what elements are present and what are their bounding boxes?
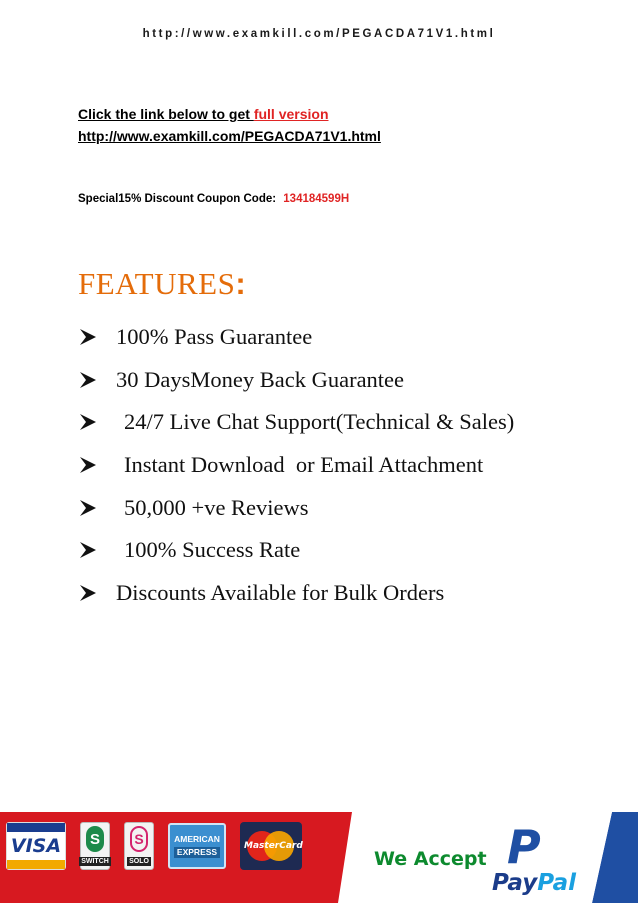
feature-item (78, 444, 514, 487)
coupon-label: Special15% Discount Coupon Code: (78, 193, 277, 205)
feature-item (78, 401, 514, 444)
amex-bottom-text: EXPRESS (174, 847, 220, 858)
promo-link-line (78, 125, 381, 147)
feature-text: 30 DaysMoney Back Guarantee (116, 366, 405, 392)
amex-top-text: AMERICAN (174, 834, 220, 844)
promo-line (78, 103, 381, 125)
amex-logo (168, 823, 226, 869)
feature-text: 100% Success Rate (124, 537, 301, 563)
feature-item (78, 316, 514, 359)
features-heading: FEATURES (78, 266, 236, 301)
feature-item (78, 529, 514, 572)
arrow-bullet-icon (78, 327, 98, 347)
feature-text: 50,000 +ve Reviews (124, 494, 309, 520)
solo-s-icon: S (130, 826, 148, 852)
arrow-bullet-icon (78, 498, 98, 518)
header-url: http://www.examkill.com/PEGACDA71V1.html (142, 28, 496, 40)
arrow-bullet-icon (78, 412, 98, 432)
visa-text: VISA (10, 835, 62, 857)
promo-text: Click the link below to get (78, 106, 254, 122)
features-list (78, 316, 514, 614)
paypal-logo (492, 870, 576, 896)
switch-logo (80, 822, 110, 870)
coupon-line (78, 193, 349, 205)
switch-text: SWITCH (81, 858, 109, 865)
we-accept-text: We Accept (374, 848, 487, 870)
solo-text: SOLO (129, 858, 149, 865)
feature-item (78, 359, 514, 402)
feature-item (78, 572, 514, 615)
coupon-code: 134184599H (283, 193, 350, 205)
features-title (78, 266, 246, 302)
paypal-pay: Pay (492, 870, 538, 896)
feature-text: 24/7 Live Chat Support(Technical & Sales) (124, 409, 515, 435)
visa-logo (6, 822, 66, 870)
arrow-bullet-icon (78, 540, 98, 560)
arrow-bullet-icon (78, 370, 98, 390)
features-colon: : (235, 266, 247, 301)
feature-text: Discounts Available for Bulk Orders (116, 579, 445, 605)
paypal-p-icon: P (507, 820, 541, 874)
download-link[interactable]: http://www.examkill.com/PEGACDA71V1.html (78, 128, 381, 144)
feature-text: Instant Download or Email Attachment (124, 452, 484, 478)
switch-s-icon: S (86, 826, 104, 852)
mastercard-text: MasterCard (244, 841, 303, 851)
mastercard-logo (240, 822, 302, 870)
card-logos (6, 822, 302, 870)
solo-logo (124, 822, 154, 870)
promo-block (78, 103, 381, 147)
payment-banner (0, 812, 638, 903)
arrow-bullet-icon (78, 583, 98, 603)
paypal-pal: Pal (537, 870, 576, 896)
feature-item (78, 486, 514, 529)
full-version-link[interactable]: full version (253, 106, 329, 122)
arrow-bullet-icon (78, 455, 98, 475)
feature-text: 100% Pass Guarantee (116, 324, 313, 350)
